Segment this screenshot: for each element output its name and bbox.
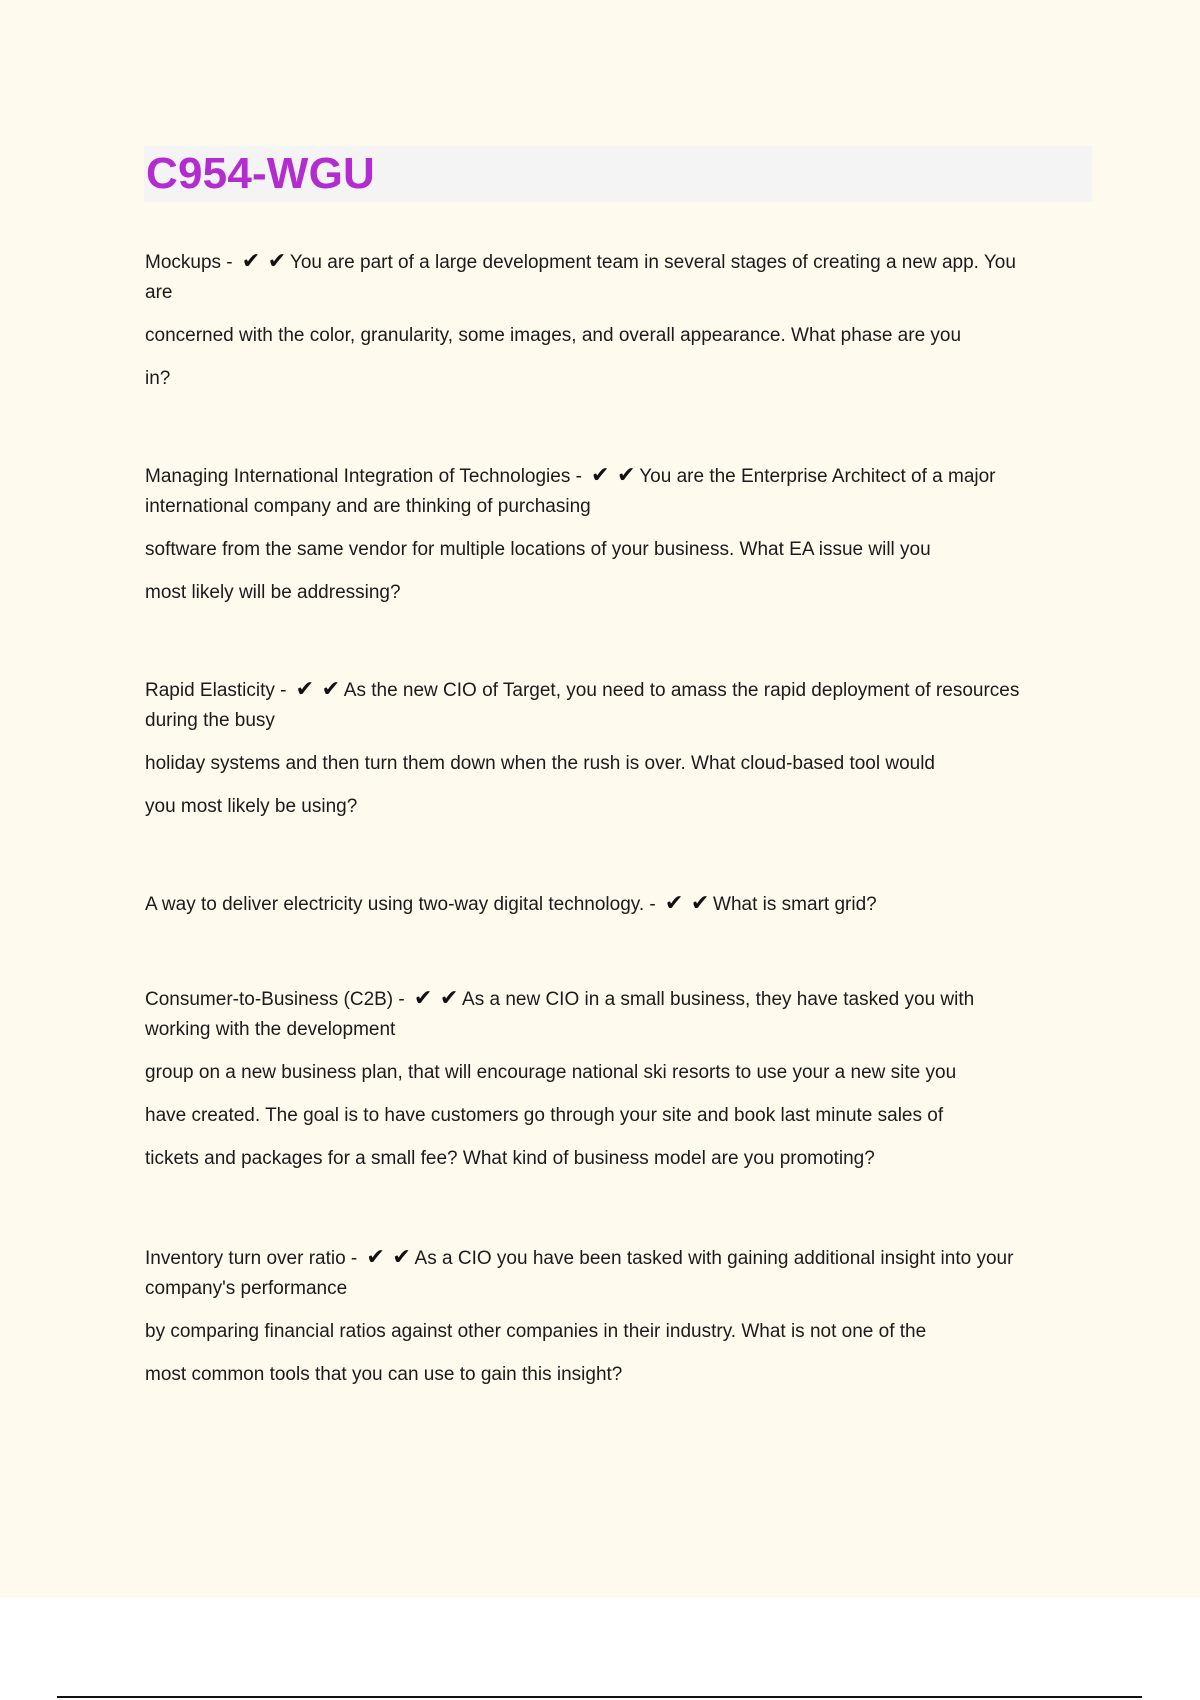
- entry-first-line: [145, 983, 1095, 1015]
- check-icon: ✔: [321, 676, 340, 701]
- entry-text: tickets and packages for a small fee? What kind of business model are you promoting?: [145, 1148, 875, 1169]
- check-icon: ✔: [295, 676, 314, 701]
- entry-term: Managing International Integration of Technologies -: [145, 466, 588, 487]
- footer-rule: [57, 1696, 1142, 1698]
- entry-text: software from the same vendor for multiple locations of your business. What EA issue will you: [145, 539, 931, 560]
- check-icon: ✔: [392, 1244, 411, 1269]
- entry-term: A way to deliver electricity using two-way digital technology. -: [145, 894, 662, 915]
- entry-first-line: [145, 674, 1095, 706]
- entry-text: group on a new business plan, that will encourage national ski resorts to use your a new site you: [145, 1062, 957, 1083]
- entry-text: As a CIO you have been tasked with gaining additional insight into your: [414, 1248, 1014, 1269]
- qa-entry: [145, 1242, 1095, 1390]
- entry-text: you most likely be using?: [145, 796, 358, 817]
- entry-text: are: [145, 282, 173, 303]
- check-icon: ✔: [267, 248, 287, 273]
- entry-first-line: [145, 246, 1095, 278]
- entry-text: As the new CIO of Target, you need to amass the rapid deployment of resources: [343, 680, 1020, 701]
- entry-text: holiday systems and then turn them down when the rush is over. What cloud-based tool would: [145, 753, 935, 774]
- qa-entry: [145, 983, 1095, 1174]
- entry-first-line: [145, 460, 1095, 492]
- qa-entry: [145, 888, 1095, 920]
- entry-text: most common tools that you can use to gain this insight?: [145, 1364, 623, 1385]
- entry-text: in?: [145, 368, 171, 389]
- entry-first-line: [145, 1242, 1095, 1274]
- entry-term: Mockups -: [145, 252, 238, 273]
- entry-text: concerned with the color, granularity, some images, and overall appearance. What phase are you: [145, 325, 962, 346]
- qa-entry: [145, 246, 1095, 394]
- entry-text: have created. The goal is to have customers go through your site and book last minute sales of: [145, 1105, 944, 1126]
- entry-text: by comparing financial ratios against other companies in their industry. What is not one of the: [145, 1321, 927, 1342]
- entry-text: working with the development: [145, 1019, 396, 1040]
- qa-entry: [145, 674, 1095, 822]
- entry-text: company's performance: [145, 1278, 348, 1299]
- check-icon: ✔: [690, 890, 710, 915]
- entry-first-line: [145, 888, 1095, 920]
- check-icon: ✔: [617, 462, 636, 487]
- entry-term: Inventory turn over ratio -: [145, 1248, 363, 1269]
- check-icon: ✔: [241, 248, 261, 273]
- document-title: C954-WGU: [146, 149, 375, 198]
- entry-text: What is smart grid?: [713, 894, 877, 915]
- check-icon: ✔: [366, 1244, 385, 1269]
- entry-text: You are the Enterprise Architect of a major: [639, 466, 996, 487]
- entry-text: You are part of a large development team in several stages of creating a new app. You: [289, 252, 1016, 273]
- entry-text: international company and are thinking of purchasing: [145, 496, 591, 517]
- check-icon: ✔: [591, 462, 610, 487]
- entry-text: As a new CIO in a small business, they have tasked you with: [462, 989, 975, 1010]
- check-icon: ✔: [664, 890, 684, 915]
- qa-entry: [145, 460, 1095, 608]
- entry-text: most likely will be addressing?: [145, 582, 401, 603]
- entry-text: during the busy: [145, 710, 275, 731]
- check-icon: ✔: [439, 985, 459, 1010]
- check-icon: ✔: [413, 985, 433, 1010]
- entry-term: Consumer-to-Business (C2B) -: [145, 989, 411, 1010]
- entry-term: Rapid Elasticity -: [145, 680, 292, 701]
